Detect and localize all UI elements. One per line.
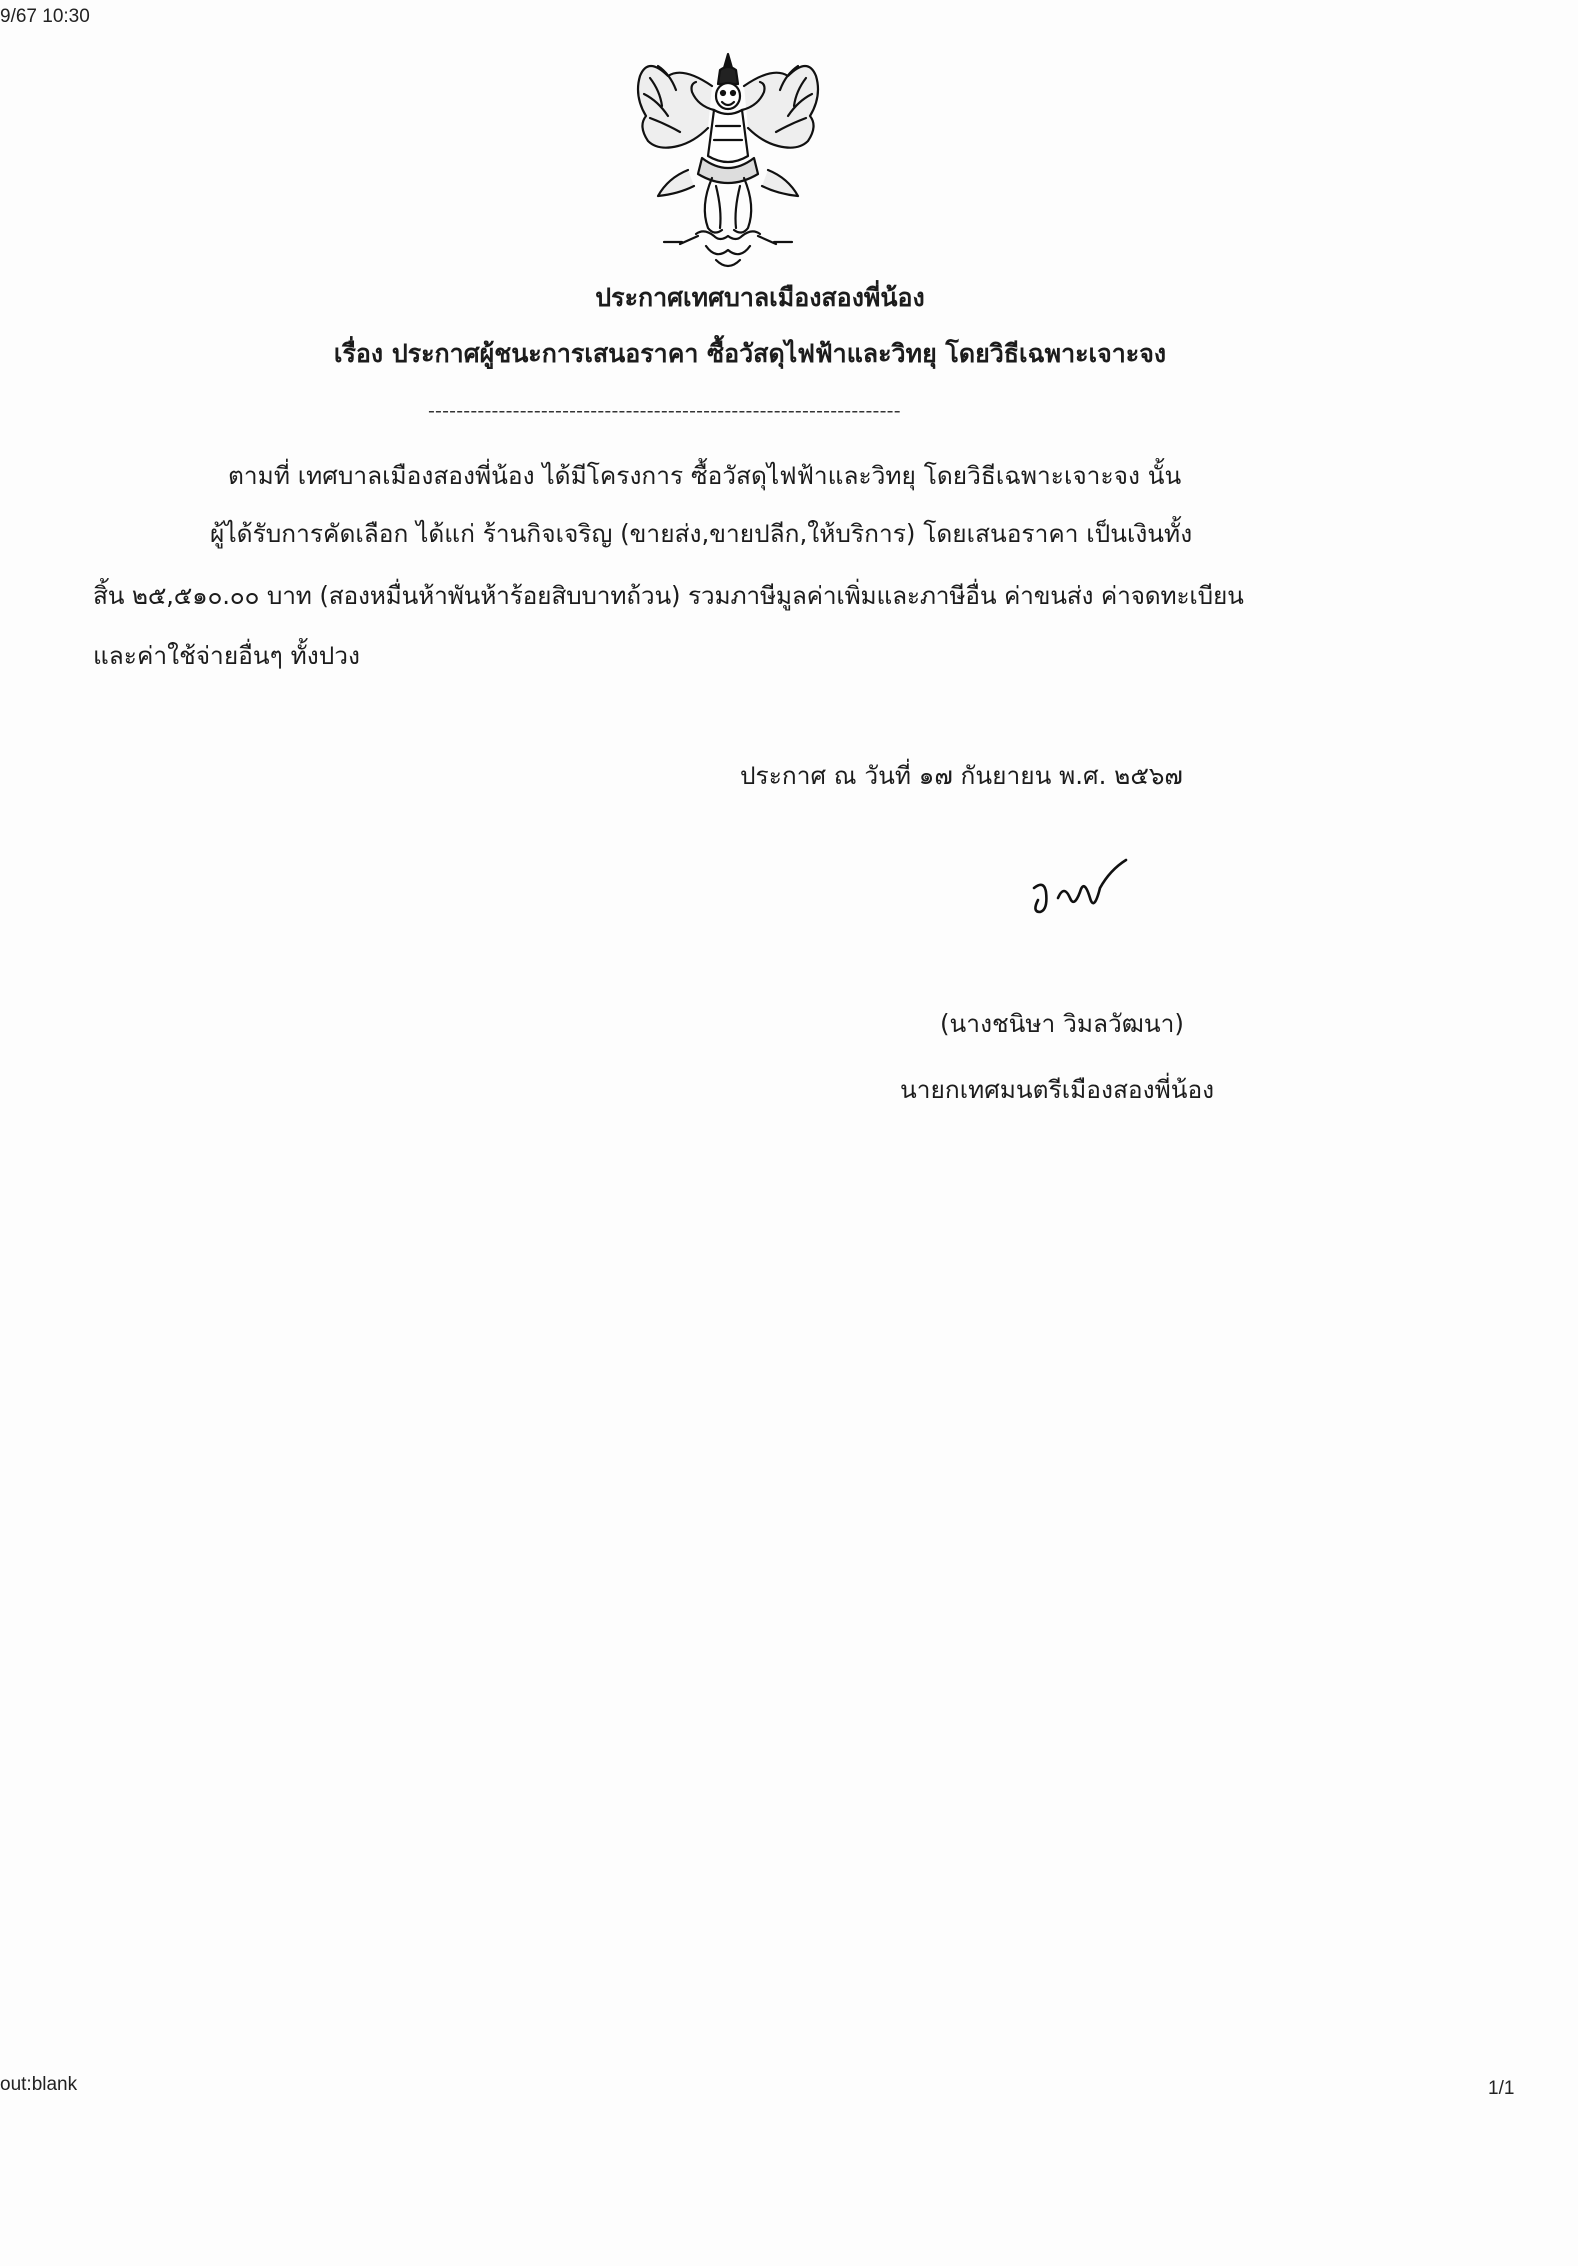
garuda-emblem-icon	[628, 46, 828, 276]
divider-line: -------------------------------------------------------------------	[428, 400, 901, 422]
signature-mark	[1030, 858, 1140, 928]
body-paragraph-line: สิ้น ๒๕,๕๑๐.๐๐ บาท (สองหมื่นห้าพันห้าร้อยสิบบาทถ้วน) รวมภาษีมูลค่าเพิ่มและภาษีอื่น ค่าขนส่ง ค่าจดทะเบียน	[93, 581, 1244, 610]
signer-name: (นางชนิษา วิมลวัฒนา)	[940, 1009, 1184, 1038]
print-timestamp: 9/67 10:30	[0, 6, 90, 27]
document-subject: เรื่อง ประกาศผู้ชนะการเสนอราคา ซื้อวัสดุไฟฟ้าและวิทยุ โดยวิธีเฉพาะเจาะจง	[333, 339, 1167, 368]
body-paragraph-line: ผู้ได้รับการคัดเลือก ได้แก่ ร้านกิจเจริญ (ขายส่ง,ขายปลีก,ให้บริการ) โดยเสนอราคา เป็นเงินทั้ง	[210, 519, 1193, 548]
document-title: ประกาศเทศบาลเมืองสองพี่น้อง	[595, 283, 925, 312]
print-footer-url: out:blank	[0, 2074, 78, 2095]
body-paragraph-line: และค่าใช้จ่ายอื่นๆ ทั้งปวง	[93, 641, 360, 670]
body-paragraph-line: ตามที่ เทศบาลเมืองสองพี่น้อง ได้มีโครงการ ซื้อวัสดุไฟฟ้าและวิทยุ โดยวิธีเฉพาะเจาะจง นั้น	[228, 461, 1182, 490]
print-page-count: 1/1	[1488, 2078, 1515, 2099]
announcement-date: ประกาศ ณ วันที่ ๑๗ กันยายน พ.ศ. ๒๕๖๗	[740, 761, 1183, 790]
signer-title: นายกเทศมนตรีเมืองสองพี่น้อง	[900, 1075, 1215, 1104]
